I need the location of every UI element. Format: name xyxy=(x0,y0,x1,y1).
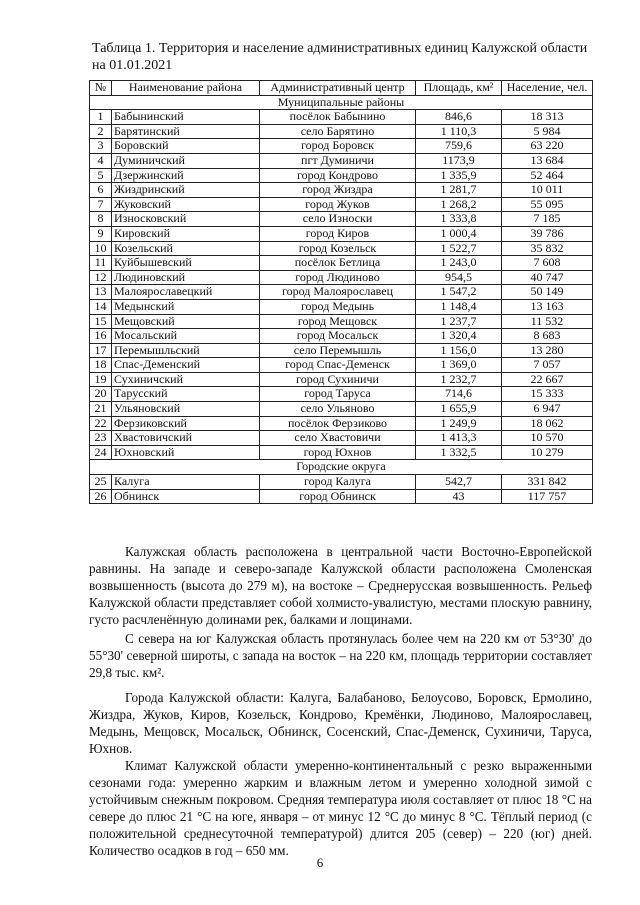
table-row xyxy=(90,110,593,125)
district-name: Бабынинский xyxy=(112,110,260,125)
row-number: 12 xyxy=(90,270,112,285)
row-number: 15 xyxy=(90,314,112,329)
table-row xyxy=(90,153,593,168)
population-value: 35 832 xyxy=(502,241,593,256)
header-admin-center: Административный центр xyxy=(260,81,416,96)
area-value: 714,6 xyxy=(416,387,502,402)
table-row xyxy=(90,402,593,417)
admin-center: город Спас-Деменск xyxy=(260,358,416,373)
table-row xyxy=(90,285,593,300)
row-number: 20 xyxy=(90,387,112,402)
district-name: Жуковский xyxy=(112,197,260,212)
table-caption: Таблица 1. Территория и население административных единиц Калужской области на 01.01.2021 xyxy=(92,41,588,73)
admin-center: город Людиново xyxy=(260,270,416,285)
paragraph-climate: Климат Калужской области умеренно-континентальный с резко выраженными сезонами года: умеренно жарким и влажным летом и умеренно холодной зимой с устойчивым снежным покровом. Средняя температура июля составляет от плюс 18 °С на севере до плюс 21 °С на юге, января – от минус 12 °С до минус 8 °С. Тёплый период (с положительной среднесуточной температурой) длится 205 (север) – 220 (юг) дней. Количество осадков в год – 650 мм. xyxy=(89,758,592,858)
admin-center: село Перемышль xyxy=(260,343,416,358)
district-name: Дзержинский xyxy=(112,168,260,183)
header-population: Население, чел. xyxy=(502,81,593,96)
admin-center: город Жуков xyxy=(260,197,416,212)
row-number: 10 xyxy=(90,241,112,256)
population-value: 50 149 xyxy=(502,285,593,300)
area-value: 1 156,0 xyxy=(416,343,502,358)
area-value: 1173,9 xyxy=(416,153,502,168)
population-value: 6 947 xyxy=(502,402,593,417)
admin-center: село Хвастовичи xyxy=(260,431,416,446)
header-area: Площадь, км² xyxy=(416,81,502,96)
admin-center: город Обнинск xyxy=(260,489,416,504)
district-name: Думиничский xyxy=(112,153,260,168)
row-number: 2 xyxy=(90,124,112,139)
table-row xyxy=(90,139,593,154)
table-row xyxy=(90,241,593,256)
row-number: 21 xyxy=(90,402,112,417)
population-value: 5 984 xyxy=(502,124,593,139)
row-number: 19 xyxy=(90,372,112,387)
row-number: 17 xyxy=(90,343,112,358)
admin-center: город Киров xyxy=(260,226,416,241)
admin-center: город Кондрово xyxy=(260,168,416,183)
admin-center: город Малоярославец xyxy=(260,285,416,300)
row-number: 18 xyxy=(90,358,112,373)
population-value: 7 057 xyxy=(502,358,593,373)
district-name: Обнинск xyxy=(112,489,260,504)
district-name: Жиздринский xyxy=(112,183,260,198)
district-name: Барятинский xyxy=(112,124,260,139)
section-title: Муниципальные районы xyxy=(90,95,593,110)
district-name: Ферзиковский xyxy=(112,416,260,431)
table-row xyxy=(90,183,593,198)
population-value: 52 464 xyxy=(502,168,593,183)
population-value: 11 532 xyxy=(502,314,593,329)
admin-center: город Сухиничи xyxy=(260,372,416,387)
population-value: 10 279 xyxy=(502,445,593,460)
row-number: 24 xyxy=(90,445,112,460)
population-value: 331 842 xyxy=(502,475,593,490)
district-name: Куйбышевский xyxy=(112,256,260,271)
row-number: 5 xyxy=(90,168,112,183)
admin-center: пгт Думиничи xyxy=(260,153,416,168)
district-name: Малоярославецкий xyxy=(112,285,260,300)
table-row xyxy=(90,270,593,285)
district-name: Хвастовичский xyxy=(112,431,260,446)
area-value: 1 332,5 xyxy=(416,445,502,460)
section-row xyxy=(90,460,593,475)
admin-center: город Калуга xyxy=(260,475,416,490)
district-name: Юхновский xyxy=(112,445,260,460)
population-value: 22 667 xyxy=(502,372,593,387)
population-value: 55 095 xyxy=(502,197,593,212)
area-value: 43 xyxy=(416,489,502,504)
district-name: Калуга xyxy=(112,475,260,490)
district-name: Износковский xyxy=(112,212,260,227)
district-name: Перемышльский xyxy=(112,343,260,358)
area-value: 1 237,7 xyxy=(416,314,502,329)
table-row xyxy=(90,168,593,183)
table-row xyxy=(90,387,593,402)
admin-center: посёлок Бетлица xyxy=(260,256,416,271)
table-row xyxy=(90,372,593,387)
population-value: 13 280 xyxy=(502,343,593,358)
row-number: 3 xyxy=(90,139,112,154)
population-value: 39 786 xyxy=(502,226,593,241)
admin-center: село Ульяново xyxy=(260,402,416,417)
district-name: Мещовский xyxy=(112,314,260,329)
table-row xyxy=(90,416,593,431)
area-value: 542,7 xyxy=(416,475,502,490)
population-value: 13 163 xyxy=(502,299,593,314)
table-row xyxy=(90,256,593,271)
row-number: 26 xyxy=(90,489,112,504)
area-value: 759,6 xyxy=(416,139,502,154)
admin-center: село Барятино xyxy=(260,124,416,139)
table-header-row xyxy=(90,81,593,96)
row-number: 4 xyxy=(90,153,112,168)
population-value: 40 747 xyxy=(502,270,593,285)
admin-center: посёлок Бабынино xyxy=(260,110,416,125)
area-value: 1 522,7 xyxy=(416,241,502,256)
body-text xyxy=(89,543,592,859)
row-number: 1 xyxy=(90,110,112,125)
population-value: 7 185 xyxy=(502,212,593,227)
row-number: 22 xyxy=(90,416,112,431)
table-row xyxy=(90,489,593,504)
area-value: 846,6 xyxy=(416,110,502,125)
area-value: 954,5 xyxy=(416,270,502,285)
district-name: Ульяновский xyxy=(112,402,260,417)
district-name: Боровский xyxy=(112,139,260,154)
admin-center: город Козельск xyxy=(260,241,416,256)
admin-center: село Износки xyxy=(260,212,416,227)
area-value: 1 655,9 xyxy=(416,402,502,417)
area-value: 1 333,8 xyxy=(416,212,502,227)
table-row xyxy=(90,475,593,490)
district-name: Кировский xyxy=(112,226,260,241)
population-value: 117 757 xyxy=(502,489,593,504)
row-number: 13 xyxy=(90,285,112,300)
admin-center: посёлок Ферзиково xyxy=(260,416,416,431)
district-name: Спас-Деменский xyxy=(112,358,260,373)
paragraph-cities: Города Калужской области: Калуга, Балабаново, Белоусово, Боровск, Ермолино, Жиздра, Жуков, Киров, Козельск, Кондрово, Кремёнки, Людиново, Малоярославец, Медынь, Мещовск, Мосальск, Обнинск, Сосенский, Спас-Деменск, Сухиничи, Таруса, Юхнов. xyxy=(89,690,592,756)
header-district-name: Наименование района xyxy=(112,81,260,96)
area-value: 1 281,7 xyxy=(416,183,502,198)
table-row xyxy=(90,445,593,460)
row-number: 7 xyxy=(90,197,112,212)
area-value: 1 547,2 xyxy=(416,285,502,300)
area-value: 1 000,4 xyxy=(416,226,502,241)
area-value: 1 243,0 xyxy=(416,256,502,271)
table-row xyxy=(90,226,593,241)
section-row xyxy=(90,95,593,110)
territory-population-table xyxy=(89,80,593,504)
population-value: 10 011 xyxy=(502,183,593,198)
table-row xyxy=(90,197,593,212)
population-value: 10 570 xyxy=(502,431,593,446)
area-value: 1 413,3 xyxy=(416,431,502,446)
district-name: Козельский xyxy=(112,241,260,256)
area-value: 1 320,4 xyxy=(416,329,502,344)
table-row xyxy=(90,124,593,139)
area-value: 1 369,0 xyxy=(416,358,502,373)
table-row xyxy=(90,212,593,227)
table-row xyxy=(90,329,593,344)
table-row xyxy=(90,299,593,314)
row-number: 6 xyxy=(90,183,112,198)
row-number: 9 xyxy=(90,226,112,241)
admin-center: город Жиздра xyxy=(260,183,416,198)
population-value: 15 333 xyxy=(502,387,593,402)
population-value: 8 683 xyxy=(502,329,593,344)
row-number: 8 xyxy=(90,212,112,227)
table-row xyxy=(90,343,593,358)
area-value: 1 268,2 xyxy=(416,197,502,212)
area-value: 1 148,4 xyxy=(416,299,502,314)
population-value: 7 608 xyxy=(502,256,593,271)
row-number: 11 xyxy=(90,256,112,271)
population-value: 13 684 xyxy=(502,153,593,168)
area-value: 1 249,9 xyxy=(416,416,502,431)
area-value: 1 335,9 xyxy=(416,168,502,183)
admin-center: город Мосальск xyxy=(260,329,416,344)
population-value: 63 220 xyxy=(502,139,593,154)
table-row xyxy=(90,431,593,446)
page-number: 6 xyxy=(316,855,324,870)
paragraph-location: Калужская область расположена в центральной части Восточно-Европейской равнины. На западе и северо-западе Калужской области расположена Смоленская возвышенность (высота до 279 м), на востоке – Среднерусская возвышенность. Рельеф Калужской области представляет собой холмисто-увалистую, местами плоскую равнину, густо расчленённую долинами рек, балками и лощинами. xyxy=(89,544,592,627)
admin-center: город Мещовск xyxy=(260,314,416,329)
row-number: 25 xyxy=(90,475,112,490)
area-value: 1 232,7 xyxy=(416,372,502,387)
area-value: 1 110,3 xyxy=(416,124,502,139)
paragraph-extent: С севера на юг Калужская область протянулась более чем на 220 км от 53°30' до 55°30' северной широты, с запада на восток – на 220 км, площадь территории составляет 29,8 тыс. км². xyxy=(89,631,592,680)
table-row xyxy=(90,314,593,329)
header-number: № xyxy=(90,81,112,96)
section-title: Городские округа xyxy=(90,460,593,475)
district-name: Тарусский xyxy=(112,387,260,402)
population-value: 18 062 xyxy=(502,416,593,431)
row-number: 23 xyxy=(90,431,112,446)
table-row xyxy=(90,358,593,373)
district-name: Медынский xyxy=(112,299,260,314)
population-value: 18 313 xyxy=(502,110,593,125)
admin-center: город Юхнов xyxy=(260,445,416,460)
admin-center: город Таруса xyxy=(260,387,416,402)
admin-center: город Боровск xyxy=(260,139,416,154)
district-name: Сухиничский xyxy=(112,372,260,387)
row-number: 14 xyxy=(90,299,112,314)
district-name: Людиновский xyxy=(112,270,260,285)
district-name: Мосальский xyxy=(112,329,260,344)
row-number: 16 xyxy=(90,329,112,344)
admin-center: город Медынь xyxy=(260,299,416,314)
